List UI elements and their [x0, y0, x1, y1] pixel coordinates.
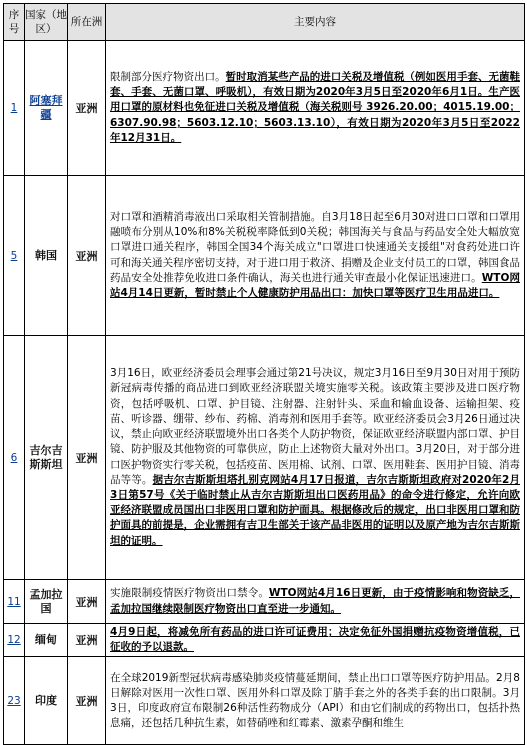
table-row [4, 657, 525, 745]
table-row [4, 176, 525, 336]
table-row [4, 624, 525, 657]
country-cell: 孟加拉国 [25, 580, 68, 624]
content-link-text[interactable]: 暂时取消某些产品的进口关税及增值税（例如医用手套、无菌鞋套、手套、无菌口罩、呼吸机），有效日期为2020年3月5日至2020年6月1日。生产医用口罩的原材料也免征进口关税及增值税（海关税则号 3926.20.00；4015.19.00；6307.90.98；5603.12.10；5603.13.10），有效日期为2020年3月5日至2022年12月31日。 [110, 70, 521, 144]
table-header-row [4, 4, 525, 41]
continent-cell: 亚洲 [68, 580, 106, 624]
content-cell [106, 41, 525, 176]
row-number-link[interactable]: 23 [4, 657, 25, 745]
content-cell [106, 624, 525, 657]
continent-cell: 亚洲 [68, 624, 106, 657]
row-number-link[interactable]: 11 [4, 580, 25, 624]
continent-cell: 亚洲 [68, 176, 106, 336]
content-link-text[interactable]: 4月9日起，将减免所有药品的进口许可证费用；决定免征外国捐赠抗疫物资增值税，已征收的予以退款。 [110, 626, 520, 654]
content-link-text[interactable]: WTO网站4月16日更新，由于疫情影响和物资缺乏，孟加拉国继续限制医疗物资出口直至进一步通知。 [110, 587, 520, 615]
content-text: 对口罩和酒精消毒液出口采取相关管制措施。自3月18日起至6月30对进口口罩和口罩用融喷布分别从10%和8%关税税率降低到0关税；韩国海关与食品与药品安全处大幅放宽口罩进口通关程序，韩国全国34个海关成立"口罩进口快速通关支援组"对食药处进口许可和海关通关程序密切支持，对于进口用于救济、捐赠及企业支付员工的口罩，韩国食品药品安全处推荐免收进口条件确认，海关也进行通关审查最小化保证迅速进口。 [110, 210, 520, 284]
table-row [4, 41, 525, 176]
continent-cell: 亚洲 [68, 336, 106, 580]
measures-table [3, 3, 525, 745]
header-no: 序号 [4, 4, 25, 41]
row-number-link[interactable]: 1 [4, 41, 25, 176]
country-cell: 吉尔吉斯斯坦 [25, 336, 68, 580]
content-text: 3月16日，欧亚经济委员会理事会通过第21号决议，规定3月16日至9月30日对用于预防新冠病毒传播的商品进口到欧亚经济联盟关境实施零关税。该政策主要涉及进口医疗物资，包括呼吸机、口罩、护目镜、注射器、注射针头、采血和输血设备、运输担架、疫苗、听诊器、绷带、纱布、药棉、消毒剂和医用手套等。欧亚经济委员会3月26日通过决议，禁止向欧亚经济联盟境外出口各类个人防护物资，保证欧亚经济联盟内部口罩、护目镜、防护服及其他物资的可靠供应，防止上述物资大量对外出口。3月20日，对于部分进口医护物资实行零关税，包括疫苗、医用棉、试剂、口罩、医用鞋套、医用护目镜、消毒品等等。 [110, 367, 520, 486]
table-row [4, 580, 525, 624]
content-link-text[interactable]: WTO网站4月14日更新，暂时禁止个人健康防护用品出口：加快口罩等医疗卫生用品进口。 [110, 271, 521, 299]
content-text: 在全球2019新型冠状病毒感染肺炎疫情蔓延期间，禁止出口口罩等医疗防护用品。2月8日解除对医用一次性口罩、医用外科口罩及除丁腈手套之外的各类手套的出口限制。3月3日，印度政府宣布限制26种活性药物成分（API）和由它们制成的药物出口，包括扑热息痛，还包括几种抗生素，如替硝唑和红霉素、激素孕酮和维生 [110, 671, 520, 730]
country-cell: 韩国 [25, 176, 68, 336]
country-cell: 缅甸 [25, 624, 68, 657]
table-row [4, 336, 525, 580]
header-content: 主要内容 [106, 4, 525, 41]
row-number-link[interactable]: 6 [4, 336, 25, 580]
content-cell [106, 580, 525, 624]
content-text: 实施限制疫情医疗物资出口禁令。 [110, 587, 269, 600]
header-continent: 所在洲 [68, 4, 106, 41]
continent-cell: 亚洲 [68, 657, 106, 745]
content-text: 限制部分医疗物资出口。 [110, 70, 226, 83]
content-cell [106, 176, 525, 336]
country-link[interactable]: 阿塞拜疆 [25, 41, 68, 176]
row-number-link[interactable]: 12 [4, 624, 25, 657]
content-cell [106, 657, 525, 745]
row-number-link[interactable]: 5 [4, 176, 25, 336]
continent-cell: 亚洲 [68, 41, 106, 176]
content-link-text[interactable]: 据吉尔吉斯斯坦塔扎别克网站4月17日报道，吉尔吉斯斯坦政府对2020年2月3日第57号《关于临时禁止从吉尔吉斯斯坦出口医药用品》的命令进行修定，允许向欧亚经济联盟成员国出口非医用口罩和防护面具。根据修改后的规定，出口非医用口罩和防护面具的前提是，企业需拥有吉卫生部关于该产品非医用的证明以及原产地为吉尔吉斯斯坦的证明。 [110, 473, 520, 547]
country-cell: 印度 [25, 657, 68, 745]
content-cell [106, 336, 525, 580]
header-country: 国家（地区） [25, 4, 68, 41]
